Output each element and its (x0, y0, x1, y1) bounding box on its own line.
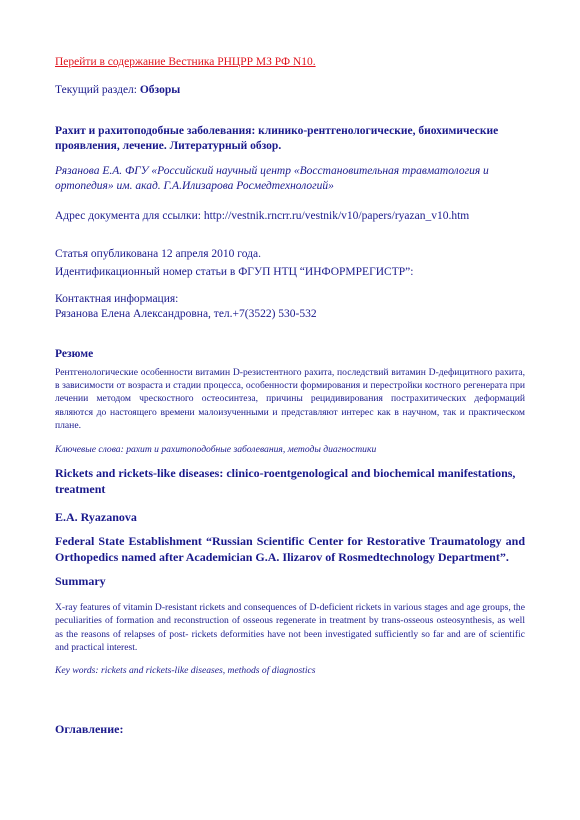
toc-link[interactable]: Перейти в содержание Вестника РНЦРР МЗ РФ N10. (55, 56, 316, 68)
registration-number: Идентификационный номер статьи в ФГУП НТЦ “ИНФОРМРЕГИСТР”: (55, 266, 414, 278)
article-title-ru: Рахит и рахитоподобные заболевания: клинико-рентгенологические, биохимические проявления, лечение. Литературный обзор. (55, 125, 499, 152)
published-date: Статья опубликована 12 апреля 2010 года. (55, 248, 261, 260)
resume-text: Рентгенологические особенности витамин D-резистентного рахита, последствий витамин D-дефицитного рахита, в зависимости от возраста и стадии процесса, особенности формирования и перестройки костного регенерата при лечении методом чрескостного остеосинтеза, причины рецидивирования пострахитических деформаций являются до настоящего времени малоизученными и представляют интерес как в научном, так и практическом плане. (55, 367, 525, 431)
author-affiliation-ru: Рязанова Е.А. ФГУ «Российский научный центр «Восстановительная травматология и ортопедия» им. акад. Г.А.Илизарова Росмедтехнологий» (55, 165, 489, 192)
summary-text: X-ray features of vitamin D-resistant rickets and consequences of D-deficient rickets in various stages and age groups, the peculiarities of formation and reconstruction of osseous regenerate in treatment by trans-osseous osteosynthesis, as well as the reasons of relapses of post- rickets deformities have not been investigated sufficiently so far and are of scientific and practical interest. (55, 602, 525, 654)
document-address: Адрес документа для ссылки: http://vestnik.rncrr.ru/vestnik/v10/papers/ryazan_v10.htm (55, 210, 470, 222)
contact-label: Контактная информация: (55, 293, 179, 305)
section-value: Обзоры (139, 84, 181, 96)
summary-heading: Summary (55, 574, 106, 588)
resume-heading: Резюме (55, 348, 94, 360)
contact-value: Рязанова Елена Александровна, тел.+7(3522) 530-532 (55, 308, 317, 320)
keywords-ru: Ключевые слова: рахит и рахитоподобные заболевания, методы диагностики (55, 444, 377, 455)
toc-heading: Оглавление: (55, 722, 124, 736)
current-section (55, 84, 525, 96)
affiliation-en: Federal State Establishment “Russian Scientific Center for Restorative Traumatology and Orthopedics named after Academician G.A. Ilizarov of Rosmedtechnology Department”. (55, 534, 525, 564)
author-en: E.A. Ryazanova (55, 510, 137, 524)
keywords-en: Key words: rickets and rickets-like diseases, methods of diagnostics (55, 665, 316, 676)
section-label: Текущий раздел: (55, 84, 137, 96)
article-title-en: Rickets and rickets-like diseases: clinico-roentgenological and biochemical manifestations, treatment (55, 466, 516, 496)
